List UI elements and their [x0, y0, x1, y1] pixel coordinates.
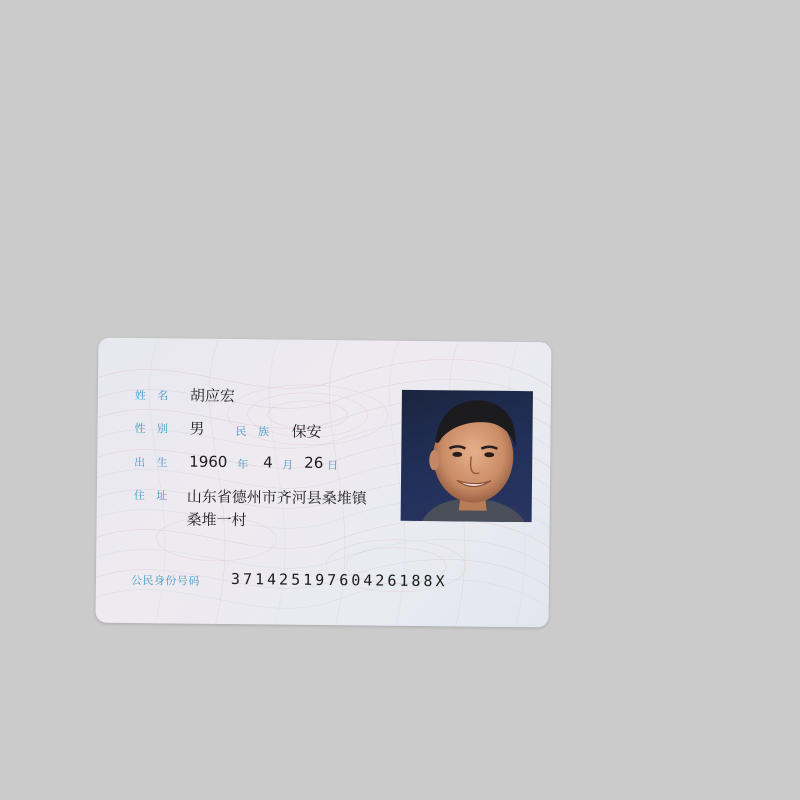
name-label: 姓 名	[134, 389, 173, 403]
address-label: 住 址	[133, 489, 172, 503]
birth-month: 4	[263, 453, 273, 472]
address-line-1: 山东省德州市齐河县桑堆镇	[186, 487, 367, 508]
portrait-illustration	[401, 390, 533, 522]
birth-day: 26	[304, 453, 324, 472]
name-value: 胡应宏	[189, 386, 236, 406]
sex-value: 男	[189, 419, 205, 438]
id-number-value: 37142519760426188X	[230, 570, 448, 591]
birth-label: 出 生	[134, 456, 172, 470]
ethnicity-value: 保安	[291, 422, 322, 441]
year-label: 年	[237, 458, 249, 472]
month-label: 月	[282, 458, 294, 472]
ethnicity-label: 民 族	[235, 425, 274, 439]
id-card	[96, 338, 552, 628]
id-number-label: 公民身份号码	[130, 573, 201, 588]
portrait-photo	[401, 390, 533, 522]
birth-year: 1960	[189, 452, 228, 471]
sex-label: 性 别	[134, 422, 173, 436]
address-line-2: 桑堆一村	[186, 510, 247, 530]
day-label: 日	[327, 459, 339, 473]
